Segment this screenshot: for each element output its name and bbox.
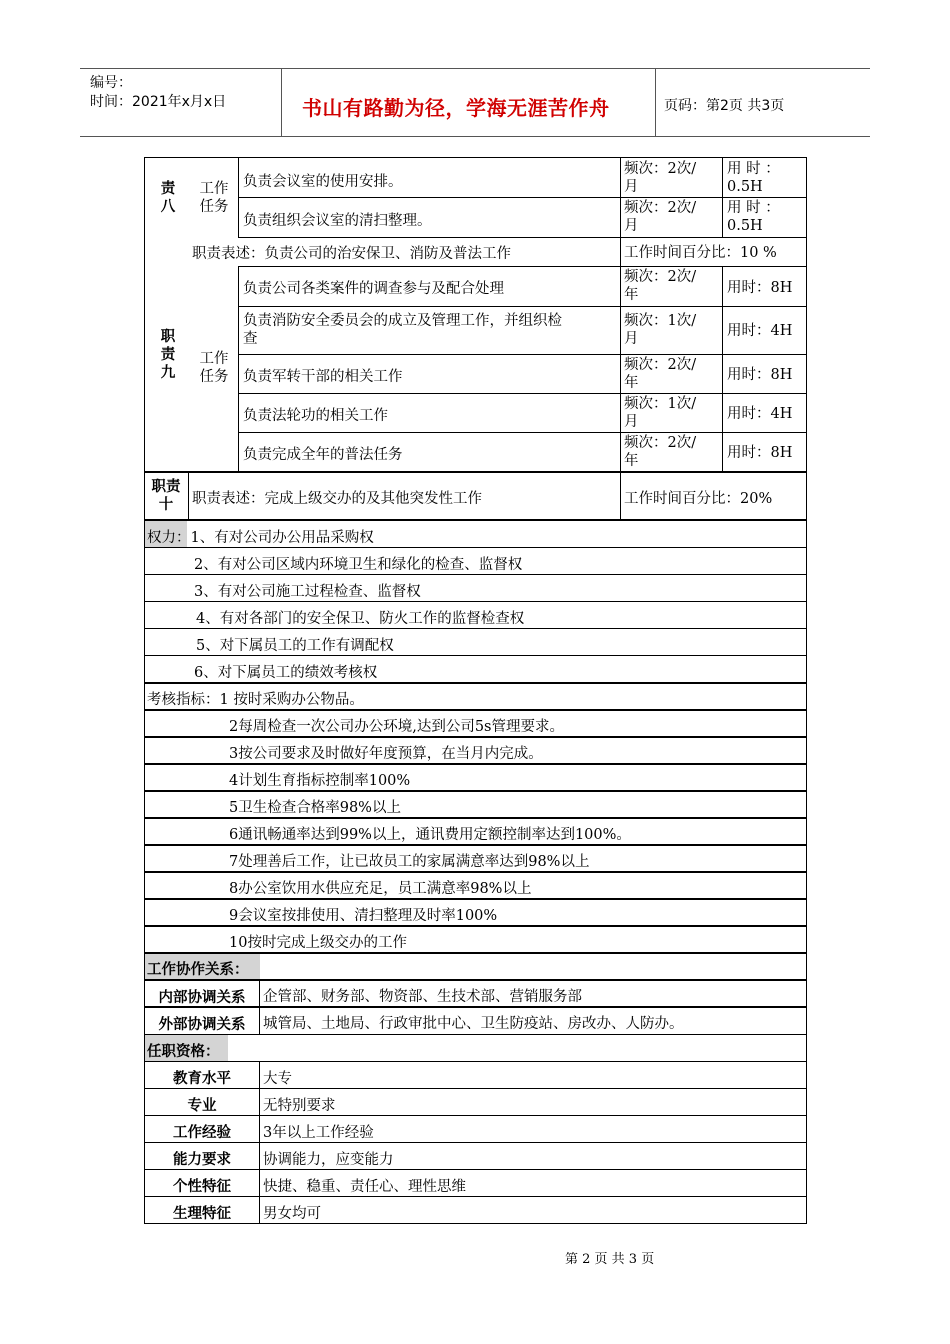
- duty9-task-1-freq: 频次：2次/ 年: [624, 269, 697, 303]
- duty9-task-label: 工作 任务: [199, 351, 229, 385]
- duty9-task-3: 负责军转干部的相关工作: [243, 369, 403, 385]
- power-5: 5、对下属员工的工作有调配权: [196, 638, 394, 654]
- duty9-task-4-time: 用时：4H: [727, 406, 793, 422]
- experience-value: 3年以上工作经验: [263, 1125, 374, 1141]
- duty9-task-5-freq: 频次：2次/ 年: [624, 435, 697, 469]
- date-label: 时间：2021年x月x日: [90, 94, 227, 110]
- header-motto: 书山有路勤为径，学海无涯苦作舟: [302, 96, 610, 120]
- physical-value: 男女均可: [263, 1206, 321, 1222]
- ability-value: 协调能力，应变能力: [263, 1152, 394, 1168]
- page-footer: 第 2 页 共 3 页: [565, 1252, 655, 1267]
- duty9-task-2: 负责消防安全委员会的成立及管理工作，并组织检 查: [243, 313, 562, 347]
- power-2: 2、有对公司区域内环境卫生和绿化的检查、监督权: [194, 557, 523, 573]
- education-value: 大专: [263, 1071, 292, 1087]
- external-coordination-label: 外部协调关系: [158, 1017, 246, 1033]
- duty9-task-1-time: 用时：8H: [727, 280, 793, 296]
- external-coordination-value: 城管局、土地局、行政审批中心、卫生防疫站、房改办、人防办。: [263, 1016, 684, 1032]
- duty9-task-4-freq: 频次：1次/ 月: [624, 396, 697, 430]
- kpi-7: 7处理善后工作，让已故员工的家属满意率达到98%以上: [229, 854, 590, 870]
- kpi-1: 考核指标：1 按时采购办公物品。: [147, 692, 364, 708]
- duty9-task-1: 负责公司各类案件的调查参与及配合处理: [243, 281, 504, 297]
- duty9-task-2-freq: 频次：1次/ 月: [624, 313, 697, 347]
- serial-label: 编号：: [90, 75, 132, 91]
- duty9-task-4: 负责法轮功的相关工作: [243, 408, 388, 424]
- power-4: 4、有对各部门的安全保卫、防火工作的监督检查权: [196, 611, 525, 627]
- duty9-task-5-time: 用时：8H: [727, 445, 793, 461]
- power-3: 3、有对公司施工过程检查、监督权: [194, 584, 421, 600]
- kpi-6: 6通讯畅通率达到99%以上，通讯费用定额控制率达到100%。: [229, 827, 631, 843]
- duty9-title: 职 责 九: [160, 329, 176, 381]
- major-label: 专业: [187, 1098, 217, 1114]
- personality-label: 个性特征: [173, 1179, 231, 1195]
- table-border-right: [806, 157, 807, 1224]
- kpi-3: 3按公司要求及时做好年度预算，在当月内完成。: [229, 746, 543, 762]
- duty8-task-1-time: 用 时 ： 0.5H: [727, 161, 780, 195]
- table-border-left: [144, 157, 145, 1224]
- kpi-10: 10按时完成上级交办的工作: [229, 935, 407, 951]
- internal-coordination-label: 内部协调关系: [158, 990, 246, 1006]
- duty8-task-2-freq: 频次：2次/ 月: [624, 200, 697, 234]
- duty9-percent: 工作时间百分比：10 %: [624, 245, 777, 261]
- duty8-task-2-time: 用 时 ： 0.5H: [727, 200, 780, 234]
- kpi-2: 2每周检查一次公司办公环境,达到公司5s管理要求。: [229, 719, 564, 735]
- kpi-8: 8办公室饮用水供应充足，员工满意率98%以上: [229, 881, 532, 897]
- duty9-task-3-time: 用时：8H: [727, 367, 793, 383]
- cooperation-heading: 工作协作关系：: [147, 962, 249, 978]
- ability-label: 能力要求: [173, 1152, 231, 1168]
- qualifications-heading: 任职资格：: [147, 1044, 220, 1060]
- duty9-task-2-time: 用时：4H: [727, 323, 793, 339]
- education-label: 教育水平: [173, 1071, 231, 1087]
- personality-value: 快捷、稳重、责任心、理性思维: [263, 1179, 466, 1195]
- kpi-4: 4计划生育指标控制率100%: [229, 773, 411, 789]
- duty8-title: 责 八: [160, 181, 176, 215]
- duty10-title: 职责 十: [151, 479, 181, 513]
- duty9-statement: 职责表述：负责公司的治安保卫、消防及普法工作: [192, 246, 511, 262]
- kpi-9: 9会议室按排使用、清扫整理及时率100%: [229, 908, 498, 924]
- duty8-task-1: 负责会议室的使用安排。: [243, 174, 403, 190]
- duty10-statement: 职责表述：完成上级交办的及其他突发性工作: [192, 491, 482, 507]
- duty9-task-5: 负责完成全年的普法任务: [243, 447, 403, 463]
- duty8-task-label: 工作 任务: [199, 181, 229, 215]
- duty8-task-2: 负责组织会议室的清扫整理。: [243, 213, 432, 229]
- power-6: 6、对下属员工的绩效考核权: [194, 665, 378, 681]
- kpi-5: 5卫生检查合格率98%以上: [229, 800, 401, 816]
- major-value: 无特别要求: [263, 1098, 336, 1114]
- physical-label: 生理特征: [173, 1206, 231, 1222]
- internal-coordination-value: 企管部、财务部、物资部、生技术部、营销服务部: [263, 989, 582, 1005]
- duty9-task-3-freq: 频次：2次/ 年: [624, 357, 697, 391]
- experience-label: 工作经验: [173, 1125, 231, 1141]
- duty10-percent: 工作时间百分比：20%: [624, 491, 773, 507]
- duty8-task-1-freq: 频次：2次/ 月: [624, 161, 697, 195]
- page-label: 页码：第2页 共3页: [664, 98, 785, 114]
- power-1: 权力：1、有对公司办公用品采购权: [147, 530, 374, 546]
